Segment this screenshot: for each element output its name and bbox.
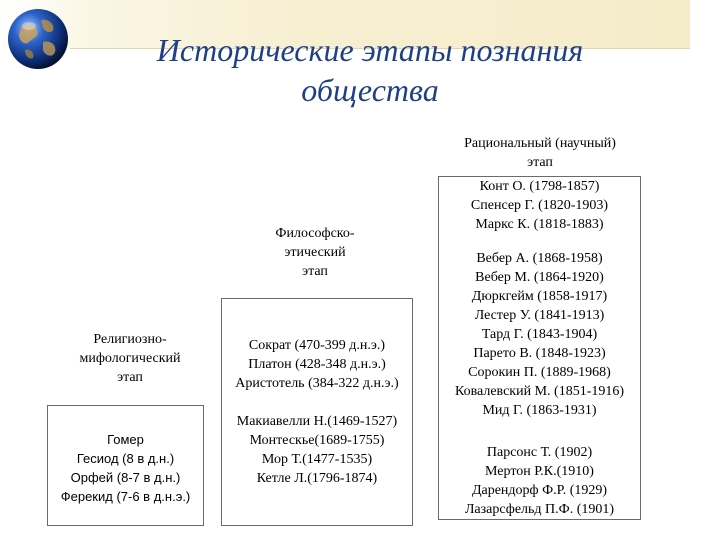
stage-label-line: этап bbox=[302, 264, 328, 279]
person-entry: Сорокин П. (1889-1968) bbox=[468, 365, 611, 380]
person-entry: Маркс К. (1818-1883) bbox=[475, 217, 604, 232]
person-entry: Платон (428-348 д.н.э.) bbox=[248, 357, 386, 372]
person-entry: Кетле Л.(1796-1874) bbox=[256, 471, 378, 486]
stage-label-philosophical bbox=[235, 224, 395, 281]
page-title: Исторические этапы познания общества bbox=[156, 32, 584, 108]
person-entry: Ферекид (7-6 в д.н.э.) bbox=[60, 489, 191, 504]
person-entry: Макиавелли Н.(1469-1527) bbox=[236, 414, 398, 429]
person-entry: Спенсер Г. (1820-1903) bbox=[470, 198, 609, 213]
stage-label-line: Религиозно- bbox=[93, 332, 167, 347]
person-entry: Ковалевский М. (1851-1916) bbox=[454, 384, 625, 399]
stage-label-line: этический bbox=[284, 245, 346, 260]
stage-label-line: Рациональный (научный) bbox=[464, 136, 616, 151]
person-entry: Парето В. (1848-1923) bbox=[473, 346, 606, 361]
person-entry: Вебер М. (1864-1920) bbox=[475, 270, 604, 285]
rational-group-classics bbox=[439, 177, 640, 234]
person-entry: Лазарсфельд П.Ф. (1901) bbox=[464, 502, 615, 517]
person-entry: Аристотель (384-322 д.н.э.) bbox=[235, 376, 399, 391]
person-entry: Конт О. (1798-1857) bbox=[479, 179, 600, 194]
religious-people-box bbox=[47, 405, 204, 526]
stage-label-line: мифологический bbox=[79, 351, 181, 366]
philosophical-ancient-group bbox=[222, 336, 412, 393]
stage-label-line: этап bbox=[117, 370, 143, 385]
person-entry: Вебер А. (1868-1958) bbox=[476, 251, 603, 266]
rational-people-box bbox=[438, 176, 641, 520]
person-entry: Орфей (8-7 в д.н.) bbox=[70, 470, 181, 485]
person-entry: Сократ (470-399 д.н.э.) bbox=[248, 338, 386, 353]
rational-group-modern bbox=[439, 443, 640, 519]
stage-label-religious bbox=[50, 330, 210, 387]
person-entry: Монтескье(1689-1755) bbox=[249, 433, 385, 448]
globe-icon bbox=[7, 8, 69, 70]
person-entry: Мор Т.(1477-1535) bbox=[261, 452, 373, 467]
person-entry: Мид Г. (1863-1931) bbox=[482, 403, 597, 418]
stage-label-rational bbox=[440, 134, 640, 172]
stage-label-line: этап bbox=[527, 155, 553, 170]
person-entry: Лестер У. (1841-1913) bbox=[474, 308, 605, 323]
person-entry: Тард Г. (1843-1904) bbox=[481, 327, 598, 342]
person-entry: Дарендорф Ф.Р. (1929) bbox=[471, 483, 608, 498]
person-entry: Мертон Р.К.(1910) bbox=[485, 464, 594, 479]
person-entry: Парсонс Т. (1902) bbox=[486, 445, 593, 460]
philosophical-people-box bbox=[221, 298, 413, 526]
rational-group-second bbox=[439, 249, 640, 420]
philosophical-modern-group bbox=[222, 412, 412, 488]
person-entry: Гомер bbox=[107, 432, 144, 447]
person-entry: Дюркгейм (1858-1917) bbox=[471, 289, 608, 304]
person-entry: Гесиод (8 в д.н.) bbox=[76, 451, 175, 466]
stage-label-line: Философско- bbox=[275, 226, 355, 241]
